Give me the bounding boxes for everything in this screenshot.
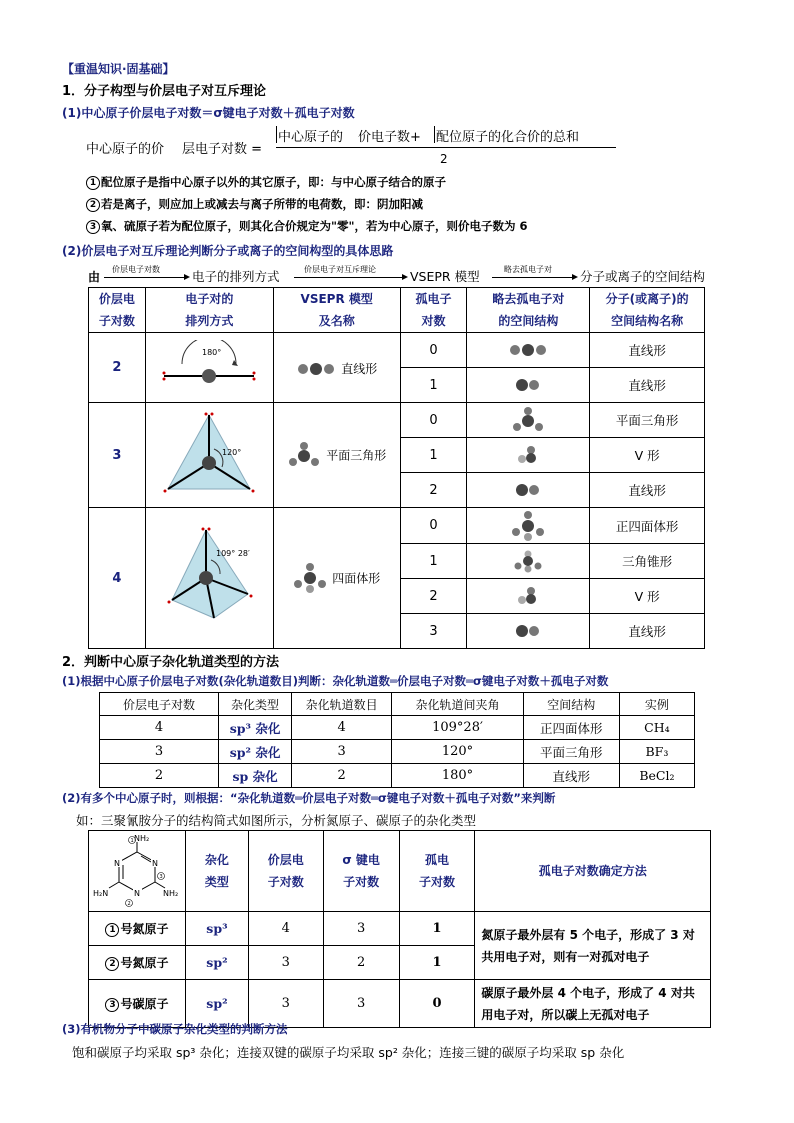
hybrid-type: sp³ 杂化: [219, 716, 292, 740]
cursor-bar-2: [434, 126, 435, 143]
svg-text:109° 28′: 109° 28′: [216, 549, 251, 558]
lone-pair-count: 2: [400, 579, 467, 614]
hybrid-type: sp² 杂化: [219, 740, 292, 764]
valence-pairs: 3: [248, 980, 323, 1028]
molecule-diatomic-icon: [513, 483, 543, 497]
melamine-structure-cell: [89, 831, 186, 912]
hdr-hybrid-type: 杂化类型: [219, 693, 292, 716]
hdr-valence-pairs: 价层电子对数: [100, 693, 219, 716]
section2-p1: (1)根据中心原子价层电子对数(杂化轨道数目)判断：杂化轨道数═价层电子对数═σ键电子对数＋孤电子对数: [62, 674, 609, 688]
example: CH₄: [619, 716, 694, 740]
shape-name: 平面三角形: [590, 403, 705, 438]
structure-cell: [467, 544, 590, 579]
section2-title: 2．判断中心原子杂化轨道类型的方法: [62, 655, 280, 670]
hdr-orbital-angle: 杂化轨道间夹角: [392, 693, 524, 716]
lone-pair-count: 2: [400, 473, 467, 508]
structure-cell: [467, 579, 590, 614]
sigma-pairs: 3: [323, 980, 399, 1028]
trigonal-arrangement-icon: [154, 407, 264, 503]
structure-cell: [467, 473, 590, 508]
molecule-bent-icon: [515, 444, 541, 466]
section2-p3: (3)有机物分子中碳原子杂化类型的判断方法: [62, 1022, 288, 1036]
svg-text:2: 2: [127, 901, 131, 907]
hybrid-type: sp²: [185, 946, 248, 980]
example: BF₃: [619, 740, 694, 764]
vsepr-linear: 直线形: [273, 333, 400, 403]
section1-p2: (2)价层电子对互斥理论判断分子或离子的空间构型的具体思路: [62, 244, 394, 258]
lone-pair-count: 1: [400, 438, 467, 473]
shape-name: V 形: [590, 438, 705, 473]
formula-lhs2: 层电子对数 =: [182, 142, 263, 157]
section2-p2b: 如：三聚氰胺分子的结构简式如图所示，分析氮原子、碳原子的杂化类型: [76, 813, 477, 828]
molecule-diatomic-icon: [513, 624, 543, 638]
hybrid-header-row: [100, 693, 695, 716]
formula-lhs1: 中心原子的价: [86, 142, 165, 157]
valence-pairs: 4: [248, 912, 323, 946]
flow-arrowhead1: [184, 274, 190, 280]
table-row: [89, 912, 711, 946]
molecule-trigonal-icon: [511, 405, 545, 435]
atom-label: 3 号碳原子: [89, 980, 186, 1028]
arrangement-linear: [145, 333, 273, 403]
flow-arrowhead2: [402, 274, 408, 280]
shape-name: 直线形: [590, 333, 705, 368]
valence-pairs: 2: [100, 764, 219, 788]
note-1: 1 配位原子是指中心原子以外的其它原子，即：与中心原子结合的原子: [86, 174, 446, 190]
melamine-table: [88, 830, 711, 1028]
note-2: 2 若是离子，则应加上或减去与离子所带的电荷数，即：阴加阳减: [86, 196, 423, 212]
valence-pairs: 3: [248, 946, 323, 980]
table-row: [100, 740, 695, 764]
molecule-pyramidal-icon: [513, 549, 543, 573]
vsepr-table: [88, 287, 705, 649]
spatial-structure: 平面三角形: [523, 740, 619, 764]
hdr-structure: 略去孤电子对 的空间结构: [467, 288, 590, 333]
shape-name: 直线形: [590, 368, 705, 403]
hdr-method: 孤电子对数确定方法: [475, 831, 711, 912]
hdr-lone-pair: 孤电 子对数: [399, 831, 475, 912]
svg-text:NH₂: NH₂: [133, 834, 150, 843]
structure-cell: [467, 508, 590, 544]
molecule-tetrahedral-icon: [293, 562, 327, 594]
formula-num3: 配位原子的化合价的总和: [436, 130, 580, 145]
table-row: [89, 333, 705, 368]
arrangement-tetrahedral: [145, 508, 273, 649]
table-row: [89, 403, 705, 438]
svg-text:180°: 180°: [202, 347, 222, 357]
pair-count: 4: [89, 508, 146, 649]
section1-p1: (1)中心原子价层电子对数＝σ键电子对数＋孤电子对数: [62, 106, 355, 120]
molecule-tetrahedral-icon: [511, 510, 545, 542]
vsepr-trigonal: 平面三角形: [273, 403, 400, 508]
vsepr-tetrahedral: 四面体形: [273, 508, 400, 649]
section1-title: 1．分子构型与价层电子对互斥理论: [62, 84, 267, 99]
lone-pairs: 1: [399, 946, 475, 980]
hdr-lone-pairs: 孤电子 对数: [400, 288, 467, 333]
note-3: 3 氧、硫原子若为配位原子，则其化合价规定为"零"，若为中心原子，则价电子数为 6: [86, 218, 527, 234]
hdr-hyb-type: 杂化 类型: [185, 831, 248, 912]
structure-cell: [467, 438, 590, 473]
flow-arrow1-label: 价层电子对数: [112, 265, 160, 274]
orbital-angle: 109°28′: [392, 716, 524, 740]
svg-text:N: N: [113, 859, 120, 868]
lone-pair-count: 1: [400, 368, 467, 403]
hdr-example: 实例: [619, 693, 694, 716]
structure-cell: [467, 403, 590, 438]
shape-name: 直线形: [590, 473, 705, 508]
svg-text:H₂N: H₂N: [92, 889, 109, 898]
orbital-count: 2: [292, 764, 392, 788]
molecule-bent-icon: [515, 585, 541, 607]
svg-text:120°: 120°: [222, 448, 242, 457]
orbital-angle: 120°: [392, 740, 524, 764]
lone-pair-count: 0: [400, 403, 467, 438]
sigma-pairs: 2: [323, 946, 399, 980]
melamine-structure-icon: [91, 832, 183, 910]
formula-den: 2: [440, 152, 448, 166]
section2-p3b: 饱和碳原子均采取 sp³ 杂化；连接双键的碳原子均采取 sp² 杂化；连接三键的碳原子均采取 sp 杂化: [72, 1045, 625, 1060]
lone-pair-count: 0: [400, 333, 467, 368]
lone-pair-count: 1: [400, 544, 467, 579]
shape-name: 直线形: [590, 614, 705, 649]
flow-step3: 分子或离子的空间结构: [580, 269, 706, 284]
valence-pairs: 4: [100, 716, 219, 740]
atom-label: 2 号氮原子: [89, 946, 186, 980]
hdr-vsepr-model: VSEPR 模型 及名称: [273, 288, 400, 333]
cursor-bar: [276, 126, 277, 143]
svg-text:NH₂: NH₂: [162, 889, 179, 898]
lone-pairs: 0: [399, 980, 475, 1028]
method-carbon: 碳原子最外层 4 个电子，形成了 4 对共用电子对，所以碳上无孤对电子: [475, 980, 711, 1028]
molecule-trigonal-icon: [287, 440, 321, 470]
hybrid-type: sp²: [185, 980, 248, 1028]
flow-arrowhead3: [572, 274, 578, 280]
orbital-angle: 180°: [392, 764, 524, 788]
vsepr-header-row: [89, 288, 705, 333]
example: BeCl₂: [619, 764, 694, 788]
atom-label: 1 号氮原子: [89, 912, 186, 946]
shape-name: 三角锥形: [590, 544, 705, 579]
table-row: [89, 508, 705, 544]
intro-tag: 【重温知识·固基础】: [62, 62, 175, 76]
sigma-pairs: 3: [323, 912, 399, 946]
formula-num1: 中心原子的: [278, 130, 344, 145]
arrangement-trigonal: [145, 403, 273, 508]
spatial-structure: 正四面体形: [523, 716, 619, 740]
valence-pairs: 3: [100, 740, 219, 764]
flow-arrow3: [492, 277, 572, 278]
flow-step1: 电子的排列方式: [192, 269, 280, 284]
pair-count: 2: [89, 333, 146, 403]
svg-text:N: N: [151, 859, 158, 868]
orbital-count: 4: [292, 716, 392, 740]
orbital-count: 3: [292, 740, 392, 764]
hdr-arrangement: 电子对的 排列方式: [145, 288, 273, 333]
hdr-spatial-structure: 空间结构: [523, 693, 619, 716]
flow-arrow2: [294, 277, 402, 278]
hdr-shape-name: 分子(或离子)的 空间结构名称: [590, 288, 705, 333]
section2-p2: (2)有多个中心原子时，则根据：“杂化轨道数═价层电子对数═σ键电子对数＋孤电子对数”来判断: [62, 791, 556, 805]
tetrahedral-arrangement-icon: [154, 522, 264, 634]
svg-text:1: 1: [130, 838, 134, 844]
molecule-diatomic-icon: [513, 378, 543, 392]
hdr-sigma-pair: σ 键电 子对数: [323, 831, 399, 912]
flow-start: 由: [88, 270, 101, 284]
flow-arrow3-label: 略去孤电子对: [504, 265, 552, 274]
structure-cell: [467, 614, 590, 649]
molecule-linear-icon: [508, 343, 548, 357]
lone-pairs: 1: [399, 912, 475, 946]
hdr-orbital-count: 杂化轨道数目: [292, 693, 392, 716]
svg-text:3: 3: [159, 874, 163, 880]
svg-text:N: N: [133, 889, 140, 898]
hybrid-type: sp 杂化: [219, 764, 292, 788]
hybrid-table: [99, 692, 695, 788]
table-row: [100, 716, 695, 740]
lone-pair-count: 0: [400, 508, 467, 544]
linear-arrangement-icon: [154, 340, 264, 396]
table-row: [100, 764, 695, 788]
hdr-valence-pair: 价层电 子对数: [248, 831, 323, 912]
formula-num2: 价电子数+: [358, 130, 421, 145]
hybrid-type: sp³: [185, 912, 248, 946]
fraction-bar: [276, 147, 616, 148]
structure-cell: [467, 333, 590, 368]
flow-step2: VSEPR 模型: [410, 269, 480, 284]
flow-arrow2-label: 价层电子对互斥理论: [304, 265, 376, 274]
spatial-structure: 直线形: [523, 764, 619, 788]
shape-name: 正四面体形: [590, 508, 705, 544]
melamine-header-row: [89, 831, 711, 912]
molecule-linear-icon: [296, 362, 336, 376]
hdr-pair-count: 价层电 子对数: [89, 288, 146, 333]
lone-pair-count: 3: [400, 614, 467, 649]
structure-cell: [467, 368, 590, 403]
shape-name: V 形: [590, 579, 705, 614]
method-nitrogen: 氮原子最外层有 5 个电子，形成了 3 对共用电子对，则有一对孤对电子: [475, 912, 711, 980]
pair-count: 3: [89, 403, 146, 508]
flow-arrow1: [104, 277, 184, 278]
